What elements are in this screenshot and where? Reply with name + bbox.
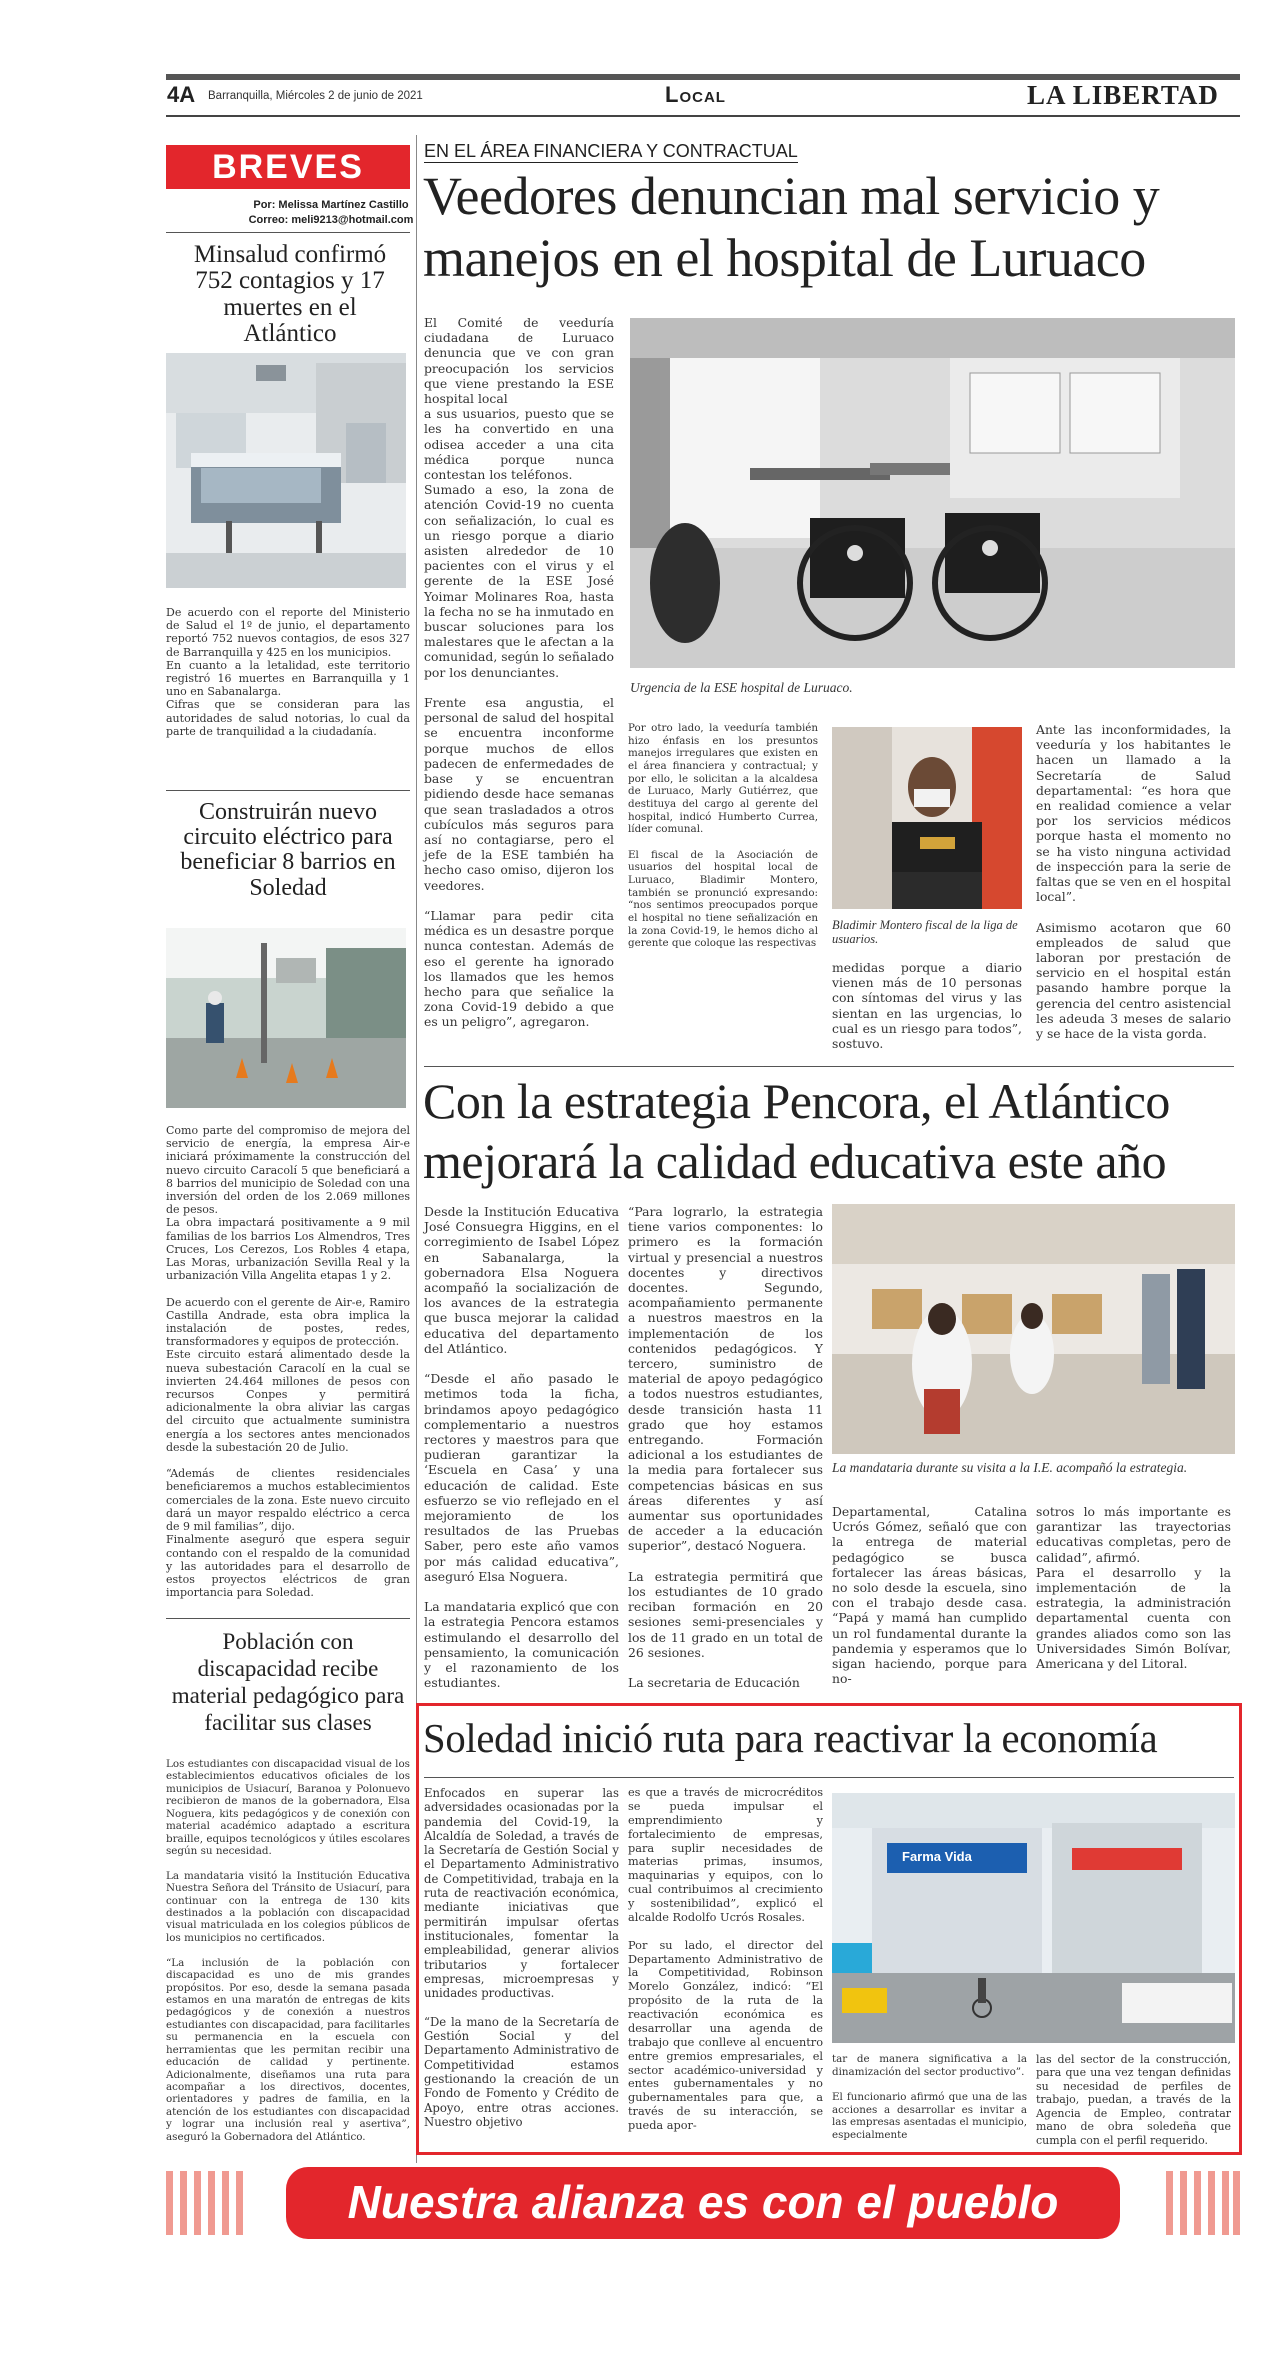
article3-title: Soledad inició ruta para reactivar la economía — [423, 1715, 1158, 1761]
article1-photo-caption: Urgencia de la ESE hospital de Luruaco. — [630, 680, 853, 695]
article2-col3: Departamental, Catalina Ucrós Gómez, señaló que con la entrega de material pedagógico se busca fortalecer las áreas básicas, no solo desde la escuela, sino con el trabajo desde casa. “Papá y mamá han cumplido un rol fundamental durante la pandemia y esperamos que lo sigan haciendo, porque para no- — [832, 1504, 1027, 1687]
article2-col2: “Para lograrlo, la estrategia tiene varios componentes: lo primero es la formación virtual y presencial a nuestros docentes y directivos docentes. Segundo, acompañamiento permanente a nuestros maestros en la implementación de los contenidos pedagógicos. Y tercero, suministro de material de apoyo pedagógico a todos nuestros estudiantes, desde transición hasta 11 grado que hoy estamos entregando. Formación adicional a los estudiantes de la media para fortalecer sus competencias básicas en sus áreas diferentes y así aumentar sus oportunidades de acceder a la educación superior”, destacó Noguera. La estrategia permitirá que los estudiantes de 10 grado reciban formación en 20 sesiones semi-presenciales y los de 11 grado en un total de 26 sesiones. La secretaria de Educación — [628, 1204, 823, 1691]
article1-title-line2: manejos en el hospital de Luruaco — [423, 228, 1146, 288]
article1-bottom-rule — [424, 1066, 1234, 1067]
newspaper-name: LA LIBERTAD — [1027, 80, 1219, 110]
dateline: Barranquilla, Miércoles 2 de junio de 2021 — [208, 90, 423, 102]
article1-title-line1: Veedores denuncian mal servicio y — [423, 166, 1160, 226]
brief-1-title: Minsalud confirmó 752 contagios y 17 muertes en el Atlántico — [193, 241, 387, 347]
article2-title-line2: mejorará la calidad educativa este año — [423, 1133, 1167, 1189]
article1-col4: Ante las inconformidades, la veeduría y los habitantes le hacen un llamado a la Secretaría de Salud departamental: “es hora que en realidad comience a velar por los servicios médicos porque hasta el momento no se ha visto ninguna actividad de inspección para la serie de faltas que se ven en el hospital local”. Asimismo acotaron que 60 empleados de salud que laboran por prestación de servicio en el hospital están pasando hambre porque la gerencia del centro asistencial les adeuda 3 meses de salario y se hace de la vista gorda. — [1036, 722, 1231, 1042]
article2-col1: Desde la Institución Educativa José Consuegra Higgins, en el corregimiento de Isabel López en Sabanalarga, la gobernadora Elsa Noguera acompañó la socialización de los avances de la estrategia que busca mejorar la calidad educativa del departamento del Atlántico. “Desde el año pasado le metimos toda la ficha, brindamos apoyo pedagógico complementario a nuestros rectores y maestros para que pudieran garantizar la ‘Escuela en Casa’ y una educación de calidad. Este esfuerzo se vio reflejado en el mejoramiento de los resultados de las Pruebas Saber, pero este año vamos por más calidad educativa”, aseguró Elsa Noguera. La mandataria explicó que con la estrategia Pencora estamos estimulando el desarrollo del pensamiento, la comunicación y el razonamiento de los estudiantes. — [424, 1204, 619, 1691]
brief-3-text: Los estudiantes con discapacidad visual de los establecimientos educativos oficiales de los municipios de Usiacurí, Baranoa y Polonuevo recibieron de manos de la gobernadora, Elsa Noguera, kits pedagógicos y de conexión con material académico adaptado a escritura braille, equipos tecnológicos y útiles escolares según su necesidad. La mandataria visitó la Institución Educativa Nuestra Señora del Tránsito de Usiacurí, para continuar con la entrega de 130 kits destinados a la población con discapacidad visual matriculada en los colegios públicos de los municipios no certificados. “La inclusión de la población con discapacidad es uno de mis grandes propósitos. Por eso, desde la semana pasada estamos en una maratón de entregas de kits pedagógicos y de conexión a nuestros estudiantes con discapacidad, para facilitarles su permanencia en la escuela con herramientas que les permitan recibir una educación de calidad y pertinente. Adicionalmente, diseñamos una ruta para acompañar a los directivos, docentes, orientadores y padres de familia, en la atención de los estudiantes con discapacidad y lograr una inclusión real y asertiva”, aseguró la Gobernadora del Atlántico. — [166, 1758, 410, 2143]
breves-label: BREVES — [166, 145, 410, 189]
section-name: Local — [665, 82, 726, 107]
article2-photo-caption: La mandataria durante su visita a la I.E. acompañó la estrategia. — [832, 1460, 1188, 1475]
brief-1-text: De acuerdo con el reporte del Ministerio de Salud el 1º de junio, el departamento reportó 752 nuevos contagios, de esos 327 de Barranquilla y 425 en los municipios. En cuanto a la letalidad, este territorio registró 16 muertes en Barranquilla y 1 uno en Sabanalarga. Cifras que se consideran para las autoridades de salud notorias, lo cual da parte de tranquilidad a la ciudadanía. — [166, 606, 410, 738]
students-classroom-photo — [832, 1204, 1235, 1454]
brief-2-rule — [166, 1618, 410, 1619]
article3-title-rule — [424, 1777, 1234, 1778]
slogan-text: Nuestra alianza es con el pueblo — [347, 2176, 1059, 2228]
breves-email: Correo: meli9213@hotmail.com — [248, 214, 414, 226]
slogan-banner — [166, 2163, 1240, 2243]
breves-rule — [166, 232, 410, 233]
article1-col1: El Comité de veeduría ciudadana de Luruaco denuncia que ve con gran preocupación los servicios que viene prestando la ESE hospital local a sus usuarios, puesto que se les ha convertido en una odisea acceder a una cita médica porque nunca contestan los teléfonos. Sumado a eso, la zona de atención Covid-19 no cuenta con señalización, lo cual es un riesgo porque a diario asisten alrededor de 10 pacientes con el virus y el gerente de la ESE José Yoimar Molinares Roa, hasta la fecha no se ha inmutado en buscar soluciones para los malestares que le afectan a la comunidad, según lo señalado por los denunciantes. Frente esa angustia, el personal de salud del hospital se encuentra inconforme porque muchos de ellos padecen de enfermedades de base y se encuentran pidiendo desde hace semanas que sean trasladados a otros cubículos más seguros para así no contagiarse, pero el jefe de la ESE también ha hecho caso omiso, dijeron los veedores. “Llamar para pedir cita médica es un desastre porque nunca contestan. Además de eso el gerente ha ignorado los llamados que les hemos hecho para que señalice la zona Covid-19 debido a que es un peligro”, agregaron. — [424, 315, 614, 1030]
brief-2-text: Como parte del compromiso de mejora del servicio de energía, la empresa Air-e iniciará próximamente la construcción del nuevo circuito Caracolí 5 que beneficiará a 8 barrios del municipio de Soledad con una inversión del orden de los 2.069 millones de pesos. La obra impactará positivamente a 9 mil familias de los barrios Los Almendros, Tres Cruces, Los Cerezos, Los Robles 4 etapa, Las Moras, urbanización Sevilla Real y la urbanización Villa Angelita etapas 1 y 2. De acuerdo con el gerente de Air-e, Ramiro Castilla Andrade, esta obra implica la instalación de postes, redes, transformadores y equipos de protección. Este circuito estará alimentado desde la nueva subestación Caracolí en la cual se invierten 24.464 millones de pesos con recursos Conpes y permitirá adicionalmente la obra aliviar las cargas del circuito que actualmente suministra energía a los sectores antes mencionados desde la subestación 20 de Julio. “Además de clientes residenciales beneficiaremos a muchos establecimientos comerciales de la zona. Este nuevo circuito dará un mayor respaldo eléctrico a cerca de 9 mil familias”, dijo. Finalmente aseguró que espera seguir contando con el respaldo de la comunidad y las autoridades para el desarrollo de estos proyectos eléctricos de gran importancia para Soledad. — [166, 1124, 410, 1600]
brief-2-title: Construirán nuevo circuito eléctrico para beneficiar 8 barrios en Soledad — [180, 799, 396, 901]
article2-col4: sotros lo más importante es garantizar las trayectorias educativas completas, pero de calidad”, afirmó. Para el desarrollo y la implementación de la estrategia, la administración departamental cuenta con grandes aliados como son las Universidades Simón Bolívar, Americana y del Litoral. — [1036, 1504, 1231, 1672]
article1-col2: Por otro lado, la veeduría también hizo énfasis en los presuntos manejos irregulares que existen en el área financiera y contractual; y por ello, le solicitan a la alcaldesa de Luruaco, Marly Gutiérrez, que destituya del cargo al gerente del hospital, indicó Humberto Currea, líder comunal. El fiscal de la Asociación de usuarios del hospital local de Luruaco, Bladimir Montero, también se pronunció expresando: “nos sentimos preocupados porque el hospital no tiene señalización en la zona Covid-19, le hemos dicho al gerente que coloque las respectivas — [628, 722, 818, 950]
page-number: 4A — [167, 82, 196, 107]
article3-col2: es que a través de microcréditos se pueda impulsar el emprendimiento y fortalecimiento de empresas, para suplir necesidades de materias primas, insumos, maquinarias y equipos, con lo cual contribuimos al crecimiento y sostenibilidad”, explicó el alcalde Rodolfo Ucrós Rosales. Por su lado, el director del Departamento Administrativo de la Competitividad, Robinson Morelo González, indicó: “El propósito de la ruta de la reactivación económica es desarrollar una agenda de trabajo que conlleve al encuentro entre gremios empresariales, el sector académico-universidad y entes gubernamentales y no gubernamentales para que, a través de su interacción, se pueda apor- — [628, 1786, 823, 2132]
portrait-caption: Bladimir Montero fiscal de la liga de usuarios. — [832, 918, 1018, 946]
article3-col3: tar de manera significativa a la dinamización del sector productivo”. El funcionario afirmó que una de las acciones a desarrollar es invitar a las empresas asentadas el municipio, especialmente — [832, 2053, 1027, 2141]
brief-3-title: Población con discapacidad recibe material pedagógico para facilitar sus clases — [171, 1629, 405, 1735]
article2-title-line1: Con la estrategia Pencora, el Atlántico — [423, 1073, 1170, 1129]
article3-col1: Enfocados en superar las adversidades ocasionadas por la pandemia del Covid-19, la Alcaldía de Soledad, a través de la Secretaría de Gestión Social y el Departamento Administrativo de Competitividad, trabaja en la ruta de reactivación económica, mediante iniciativas que permitirán impulsar ofertas institucionales, fomentar la empleabilidad, generar alivios tributarios y fortalecer empresas, microempresas y unidades productivas. “De la mano de la Secretaría de Gestión Social y del Departamento Administrativo de Competitividad estamos gestionando la creación de un Fondo de Fomento y Crédito de Apoyo, entre otras acciones. Nuestro objetivo — [424, 1786, 619, 2129]
store-sign: Farma Vida — [902, 1849, 972, 1864]
icu-photo — [166, 353, 406, 588]
bladimir-montero-photo — [832, 727, 1022, 909]
breves-byline: Por: Melissa Martínez Castillo — [253, 199, 409, 211]
article1-col3-bottom: medidas porque a diario vienen más de 10 personas con síntomas del virus y las sientan en las urgencias, lo cual es un riesgo para todos”, sostuvo. — [832, 960, 1022, 1052]
article3-col4: las del sector de la construcción, para que una vez tengan definidas su necesidad de perfiles de trabajo, puedan, a través de la Agencia de Empleo, contratar mano de obra soledeña que cumpla con el perfil requerido. — [1036, 2053, 1231, 2147]
header-bottom-rule — [166, 115, 1240, 117]
brief-1-rule — [166, 790, 410, 791]
hospital-hall-photo — [630, 318, 1235, 668]
article1-kicker: EN EL ÁREA FINANCIERA Y CONTRACTUAL — [424, 141, 798, 161]
soledad-street-photo — [832, 1793, 1235, 2043]
electric-works-photo — [166, 928, 406, 1108]
